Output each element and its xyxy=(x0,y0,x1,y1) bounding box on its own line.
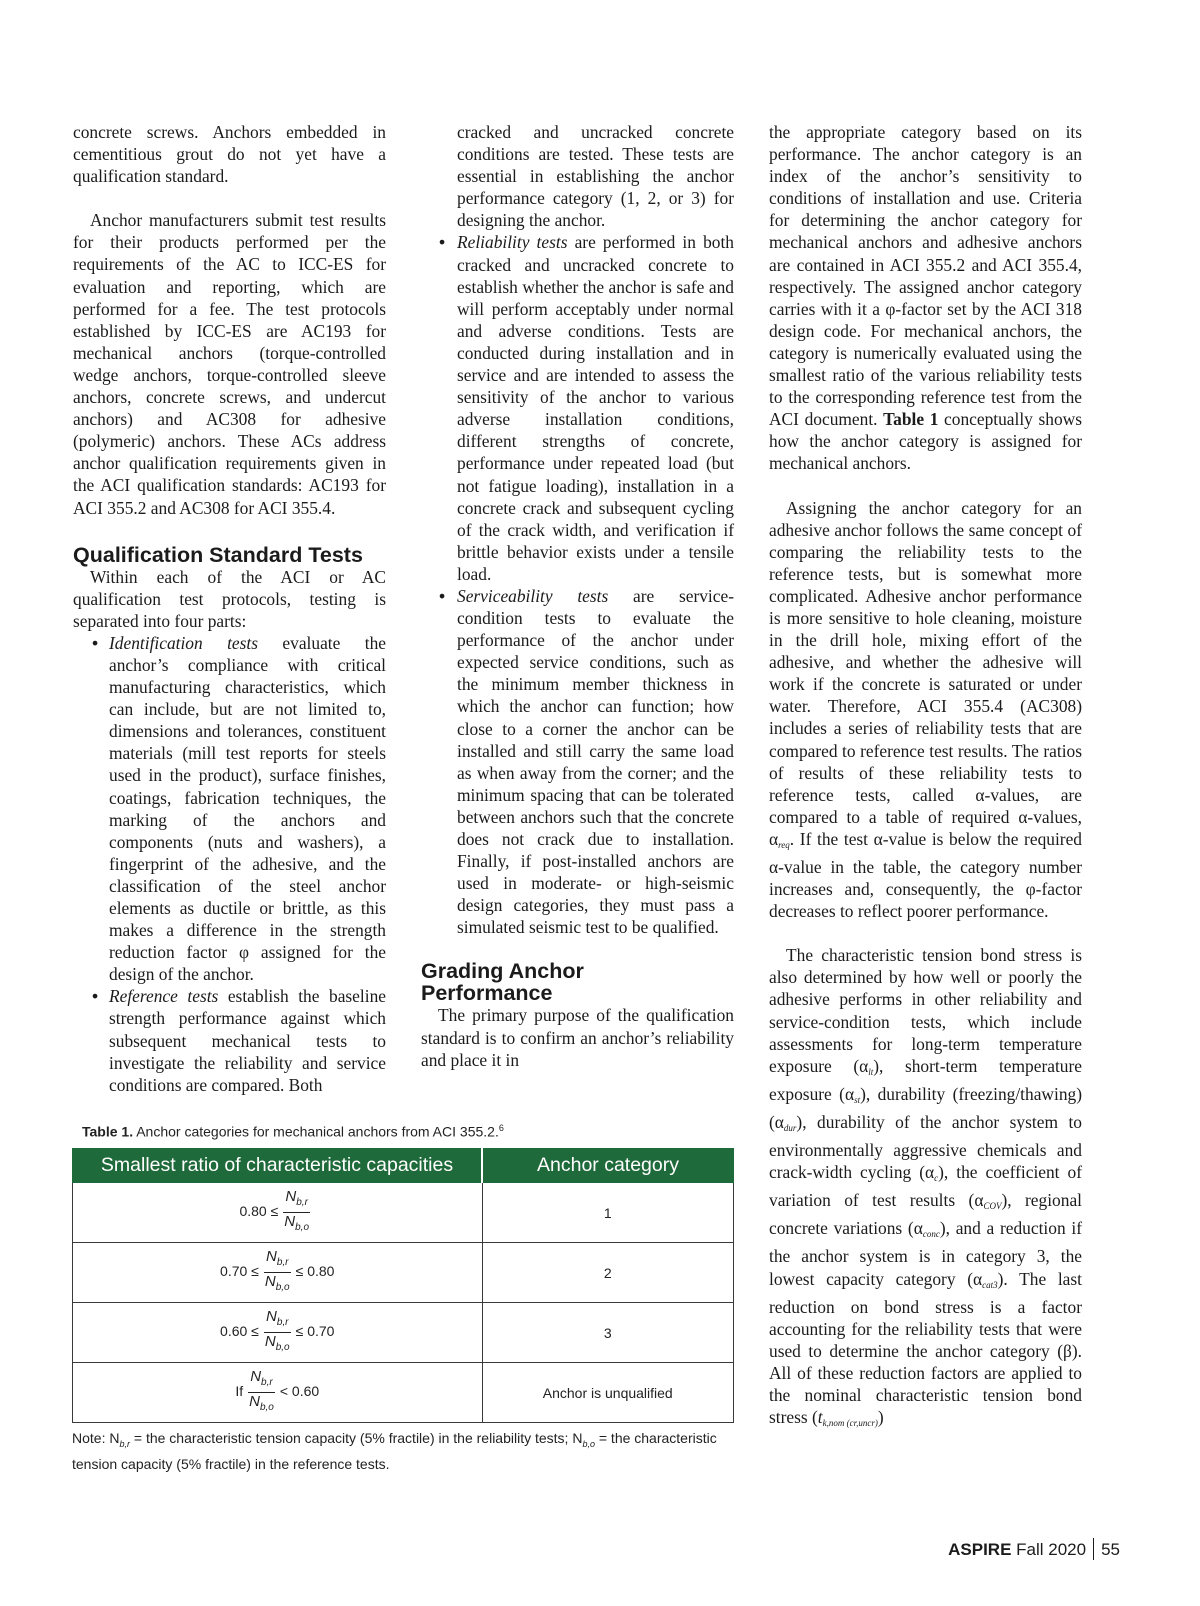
section-heading-qualification: Qualification Standard Tests xyxy=(73,542,363,567)
list-item-text: evaluate the anchor’s compliance with critical manufacturing characteristics, which can include, but are not limited to, dimensions and tolerances, constituent materials (mill test reports for steels used in the product), surface finishes, coatings, fabrication techniques, the marking of the anchors and components (nuts and washers), a fingerprint of the adhesive, and the classification of the steel anchor elements as ductile or brittle, as this makes a difference in the strength reduction factor φ assigned for the design of the anchor. xyxy=(109,632,386,985)
paragraph xyxy=(769,497,1082,923)
subscript: b,r xyxy=(261,1377,273,1388)
text-run: ) xyxy=(877,1407,884,1428)
caption-text: Anchor categories for mechanical anchors from ACI 355.2. xyxy=(133,1123,499,1140)
text-run: the appropriate category based on its performance. The anchor category is an index of the anchor’s sensitivity to conditions of installation and use. Criteria for determining the anchor category for mechanical anchors and adhesive anchors are contained in ACI 355.2 and ACI 355.4, respectively. The assigned anchor category carries with it a φ-factor set by the ACI 318 design code. For mechanical anchors, the category is numerically evaluated using the smallest ratio of the various reliability tests to the corresponding reference test from the ACI document. xyxy=(769,122,1082,430)
text-run: ). The last reduction on bond stress is a factor accounting for the reliability tests that were used to determine the anchor category (β). All of these reduction factors are applied to the nominal characteristic tension bond stress ( xyxy=(769,1268,1082,1428)
page-number: 55 xyxy=(1101,1540,1120,1559)
column-2 xyxy=(421,121,734,1071)
paragraph: cracked and uncracked concrete conditions are tested. These tests are essential in establishing the anchor performance category (1, 2, or 3) for designing the anchor. xyxy=(457,122,734,231)
test-list xyxy=(73,632,386,1096)
header-ratio: Smallest ratio of characteristic capacities xyxy=(73,1149,483,1183)
issue-label: Fall 2020 xyxy=(1011,1540,1087,1559)
subscript: conc xyxy=(922,1229,940,1240)
ratio-prefix: If xyxy=(235,1383,244,1400)
subscript: c xyxy=(934,1173,939,1184)
fraction-denominator: N xyxy=(284,1213,296,1230)
fraction-denominator: N xyxy=(249,1393,260,1410)
table-caption xyxy=(82,1123,504,1140)
text-run: ), durability (freezing/thawing) (α xyxy=(769,1083,1082,1132)
test-list xyxy=(421,231,734,938)
text-run: conceptually shows how the anchor category is assigned for mechanical anchors. xyxy=(769,409,1082,474)
header-category: Anchor category xyxy=(482,1149,734,1183)
table-note xyxy=(72,1428,734,1474)
column-1 xyxy=(73,121,386,1096)
ratio-fraction xyxy=(263,1308,292,1357)
category-cell: 3 xyxy=(482,1303,734,1363)
term: Identification tests xyxy=(109,632,259,653)
text-run: = the characteristic tension capacity (5% fractile) in the reference tests. xyxy=(72,1430,717,1472)
ratio-cell xyxy=(73,1363,483,1423)
subscript: b,o xyxy=(275,1282,290,1293)
ratio-fraction xyxy=(263,1248,292,1297)
ratio-cell xyxy=(73,1243,483,1303)
list-item-text: establish the baseline strength performance against which subsequent mechanical tests to investigate the reliability and service conditions are compared. Both xyxy=(109,986,386,1095)
anchor-category-table xyxy=(72,1148,734,1423)
text-run: ), regional concrete variations (α xyxy=(769,1190,1082,1239)
subscript: b,o xyxy=(275,1342,290,1353)
term: Reliability tests xyxy=(457,232,568,253)
text-run: Assigning the anchor category for an adhesive anchor follows the same concept of comparing the reliability tests to the reference tests, but is somewhat more complicated. Adhesive anchor performance is more sensitive to hole cleaning, moisture in the drill hole, mixing effort of the adhesive, and whether the adhesive will work if the concrete is saturated or under water. Therefore, ACI 355.4 (AC308) includes a series of reliability tests that are compared to reference test results. The ratios of results of these reliability tests to reference tests, called α-values, are compared to a table of required α-values, α xyxy=(769,497,1082,849)
page-footer xyxy=(880,1538,1120,1560)
caption-footnote-ref: 6 xyxy=(498,1123,504,1133)
list-item-text: are performed in both cracked and uncracked concrete to establish whether the anchor is safe and will perform acceptably under normal and adverse conditions. Tests are conducted during installation and in service and are intended to assess the sensitivity of the anchor to various adverse installation conditions, different strengths of concrete, performance under repeated load (but not fatigue loading), installation in a concrete crack and subsequent cycling of the crack width, and verification if brittle behavior exists under a tensile load. xyxy=(457,232,734,584)
term: Reference tests xyxy=(109,986,219,1007)
category-cell: Anchor is unqualified xyxy=(482,1363,734,1423)
ratio-cell xyxy=(73,1303,483,1363)
text-run: ), and a reduction if the anchor system is in category 3, the lowest capacity category (α xyxy=(769,1218,1082,1289)
text-run: ), the coefficient of variation of test results (α xyxy=(769,1162,1082,1211)
subscript: b,o xyxy=(582,1438,595,1449)
fraction-numerator: N xyxy=(265,1248,277,1265)
paragraph: The primary purpose of the qualification standard is to confirm an anchor’s reliability and place it in xyxy=(421,1005,734,1070)
paragraph: Anchor manufacturers submit test results for their products performed per the requirements of the AC to ICC-ES for evaluation and reporting, which are performed for a fee. The test protocols established by ICC-ES are AC193 for mechanical anchors (torque-controlled wedge anchors, torque-controlled sleeve anchors, concrete screws, and undercut anchors) and AC308 for adhesive (polymeric) anchors. These ACs address anchor qualification requirements given in the ACI qualification standards: AC193 for ACI 355.2 and AC308 for ACI 355.4. xyxy=(73,210,386,518)
symbol: t xyxy=(817,1407,823,1428)
text-run: . If the test α-value is below the required α-value in the table, the category number increases and, consequently, the φ-factor decreases to reflect poorer performance. xyxy=(769,828,1082,922)
ratio-fraction xyxy=(282,1188,311,1237)
category-cell: 2 xyxy=(482,1243,734,1303)
text-run: ), short-term temperature exposure (α xyxy=(769,1055,1082,1104)
subscript: k,nom (cr,uncr) xyxy=(822,1418,878,1429)
list-item xyxy=(73,985,386,1095)
paragraph: Within each of the ACI or AC qualification test protocols, testing is separated into four parts: xyxy=(73,566,386,631)
subscript: b,o xyxy=(259,1402,274,1413)
fraction-numerator: N xyxy=(250,1368,262,1385)
subscript: cat3 xyxy=(982,1279,998,1290)
category-cell: 1 xyxy=(482,1183,734,1243)
fraction-numerator: N xyxy=(285,1188,297,1205)
term: Serviceability tests xyxy=(457,585,609,606)
text-run: Note: N xyxy=(72,1430,120,1446)
subscript: lt xyxy=(868,1066,874,1077)
subscript: req xyxy=(778,839,790,850)
fraction-denominator: N xyxy=(264,1333,276,1350)
ratio-lower-bound: 0.70 ≤ xyxy=(220,1263,259,1280)
list-item xyxy=(421,585,734,939)
table-row xyxy=(73,1183,734,1243)
column-3 xyxy=(769,121,1082,1434)
subscript: b,r xyxy=(296,1197,308,1208)
ratio-upper-bound: ≤ 0.70 xyxy=(295,1323,335,1340)
subscript: st xyxy=(854,1094,861,1105)
paragraph: concrete screws. Anchors embedded in cementitious grout do not yet have a qualification standard. xyxy=(73,122,386,187)
list-item xyxy=(421,231,734,585)
list-item-text: are service-condition tests to evaluate the performance of the anchor under expected service conditions, such as the minimum member thickness in which the anchor can function; how close to a corner the anchor can be installed and still carry the same load as when away from the corner; and the minimum spacing that can be tolerated between anchors such that the concrete does not crack due to installation. Finally, if post-installed anchors are used in moderate- or high-seismic design categories, they must pass a simulated seismic test to be qualified. xyxy=(457,585,734,938)
footer-divider xyxy=(1093,1538,1094,1560)
magazine-name: ASPIRE xyxy=(948,1540,1012,1559)
ratio-lower-bound: 0.80 ≤ xyxy=(239,1203,279,1220)
text-run: ), durability of the anchor system to environmentally aggressive chemicals and crack-width cycling (α xyxy=(769,1111,1082,1183)
subscript: b,o xyxy=(295,1222,310,1233)
ratio-cell xyxy=(73,1183,483,1243)
table-reference: Table 1 xyxy=(883,409,939,430)
table-row xyxy=(73,1363,734,1423)
list-item xyxy=(73,632,386,986)
fraction-numerator: N xyxy=(265,1308,277,1325)
text-run: The characteristic tension bond stress is also determined by how well or poorly the adhesive performs in other reliability and service-condition tests, which include assessments for long-term temperature exposure (α xyxy=(769,945,1082,1076)
section-heading-grading: Grading Anchor Performance xyxy=(421,959,584,1006)
table-header-row xyxy=(73,1149,734,1183)
ratio-upper-bound: < 0.60 xyxy=(279,1383,320,1400)
subscript: b,r xyxy=(119,1438,130,1449)
paragraph xyxy=(769,121,1082,475)
text-run: = the characteristic tension capacity (5% fractile) in the reliability tests; N xyxy=(129,1430,583,1446)
caption-label: Table 1. xyxy=(82,1123,134,1140)
ratio-upper-bound: ≤ 0.80 xyxy=(295,1263,335,1280)
ratio-lower-bound: 0.60 ≤ xyxy=(220,1323,259,1340)
ratio-fraction xyxy=(247,1368,276,1417)
subscript: b,r xyxy=(276,1317,289,1328)
subscript: COV xyxy=(983,1201,1002,1212)
paragraph xyxy=(769,944,1082,1434)
fraction-denominator: N xyxy=(264,1273,276,1290)
subscript: b,r xyxy=(276,1257,289,1268)
table-row xyxy=(73,1303,734,1363)
subscript: dur xyxy=(783,1122,797,1133)
table-row xyxy=(73,1243,734,1303)
